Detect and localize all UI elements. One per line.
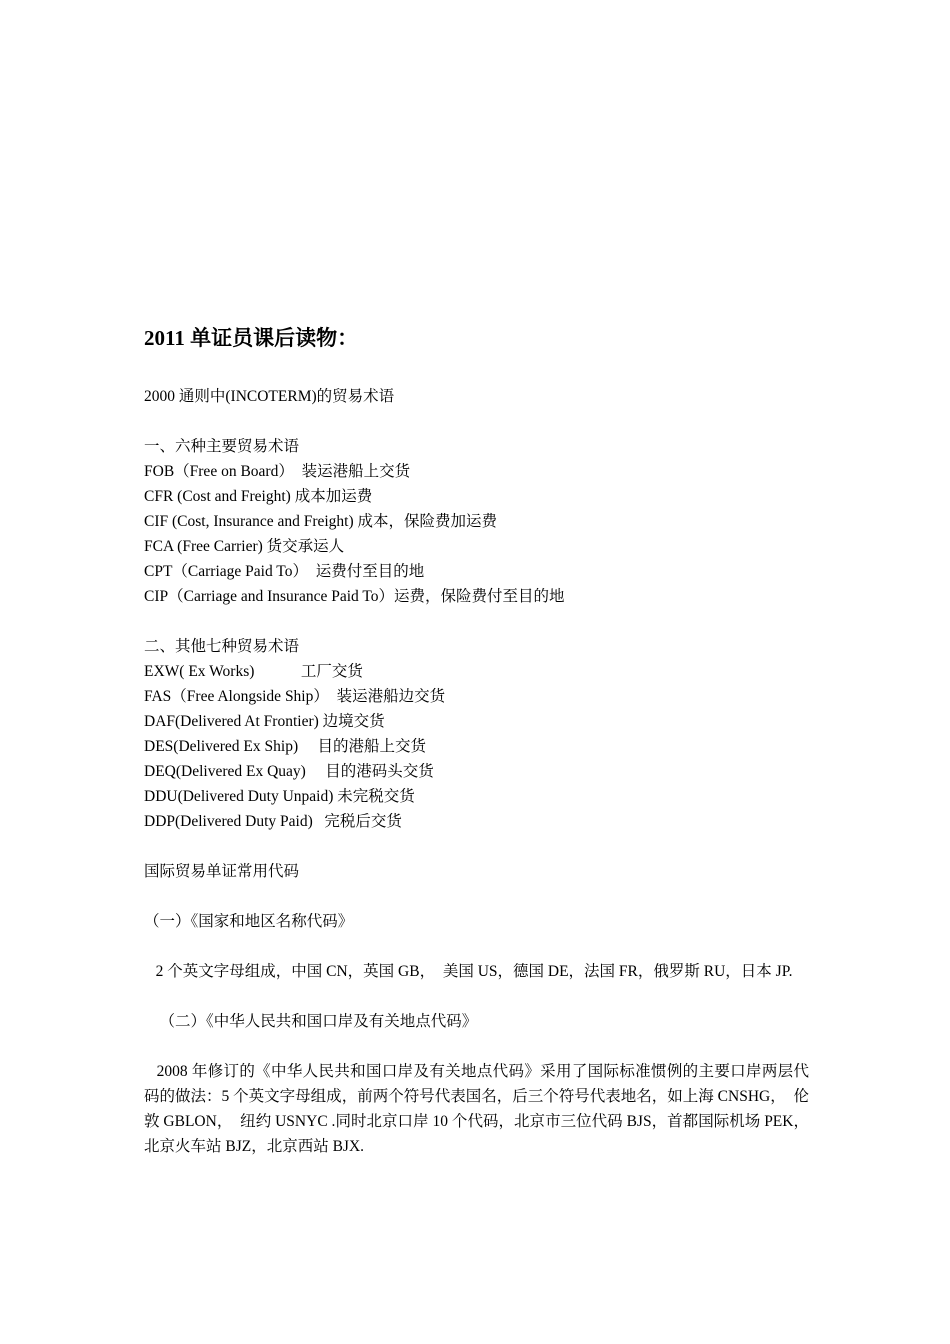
term-item: DDP(Delivered Duty Paid) 完税后交货 (144, 813, 402, 830)
spacer (144, 834, 809, 859)
term-item: EXW( Ex Works) 工厂交货 (144, 663, 363, 680)
term-item: DEQ(Delivered Ex Quay) 目的港码头交货 (144, 763, 434, 780)
intro-line: 2000 通则中(INCOTERM)的贸易术语 (144, 388, 395, 405)
document-title: 2011 单证员课后读物： (144, 326, 359, 350)
term-item: CFR (Cost and Freight) 成本加运费 (144, 488, 373, 505)
term-item: DDU(Delivered Duty Unpaid) 未完税交货 (144, 788, 415, 805)
document-page (144, 322, 809, 1159)
codes-paragraph-1: 2 个英文字母组成，中国 CN，英国 GB， 美国 US，德国 DE，法国 FR，俄罗斯 RU，日本 JP. (144, 963, 793, 980)
section1-heading: 一、六种主要贸易术语 (144, 438, 300, 455)
spacer (144, 409, 809, 434)
term-item: DAF(Delivered At Frontier) 边境交货 (144, 713, 385, 730)
codes-subheading-2: （二）《中华人民共和国口岸及有关地点代码》 (144, 1013, 478, 1030)
codes-heading: 国际贸易单证常用代码 (144, 863, 300, 880)
spacer (144, 1034, 809, 1059)
term-item: FOB（Free on Board） 装运港船上交货 (144, 463, 411, 480)
term-item: CIF (Cost, Insurance and Freight) 成本，保险费加运费 (144, 513, 498, 530)
section2-heading: 二、其他七种贸易术语 (144, 638, 300, 655)
term-item: CPT（Carriage Paid To） 运费付至目的地 (144, 563, 425, 580)
term-item: CIP（Carriage and Insurance Paid To）运费，保险费付至目的地 (144, 588, 565, 605)
codes-subheading-1: （一）《国家和地区名称代码》 (144, 913, 354, 930)
term-item: DES(Delivered Ex Ship) 目的港船上交货 (144, 738, 426, 755)
spacer (144, 609, 809, 634)
spacer (144, 984, 809, 1009)
codes-paragraph-2: 2008 年修订的《中华人民共和国口岸及有关地点代码》采用了国际标准惯例的主要口岸两层代码的做法：5 个英文字母组成，前两个符号代表国名，后三个符号代表地名，如上海 CNSHG， 伦敦 GBLON， 纽约 USNYC .同时北京口岸 10 个代码，北京市三位代码 BJS，首都国际机场 PEK，北京火车站 BJZ，北京西站 BJX. (144, 1063, 809, 1155)
spacer (144, 934, 809, 959)
term-item: FAS（Free Alongside Ship） 装运港船边交货 (144, 688, 446, 705)
spacer (144, 884, 809, 909)
spacer (144, 354, 809, 384)
term-item: FCA (Free Carrier) 货交承运人 (144, 538, 345, 555)
